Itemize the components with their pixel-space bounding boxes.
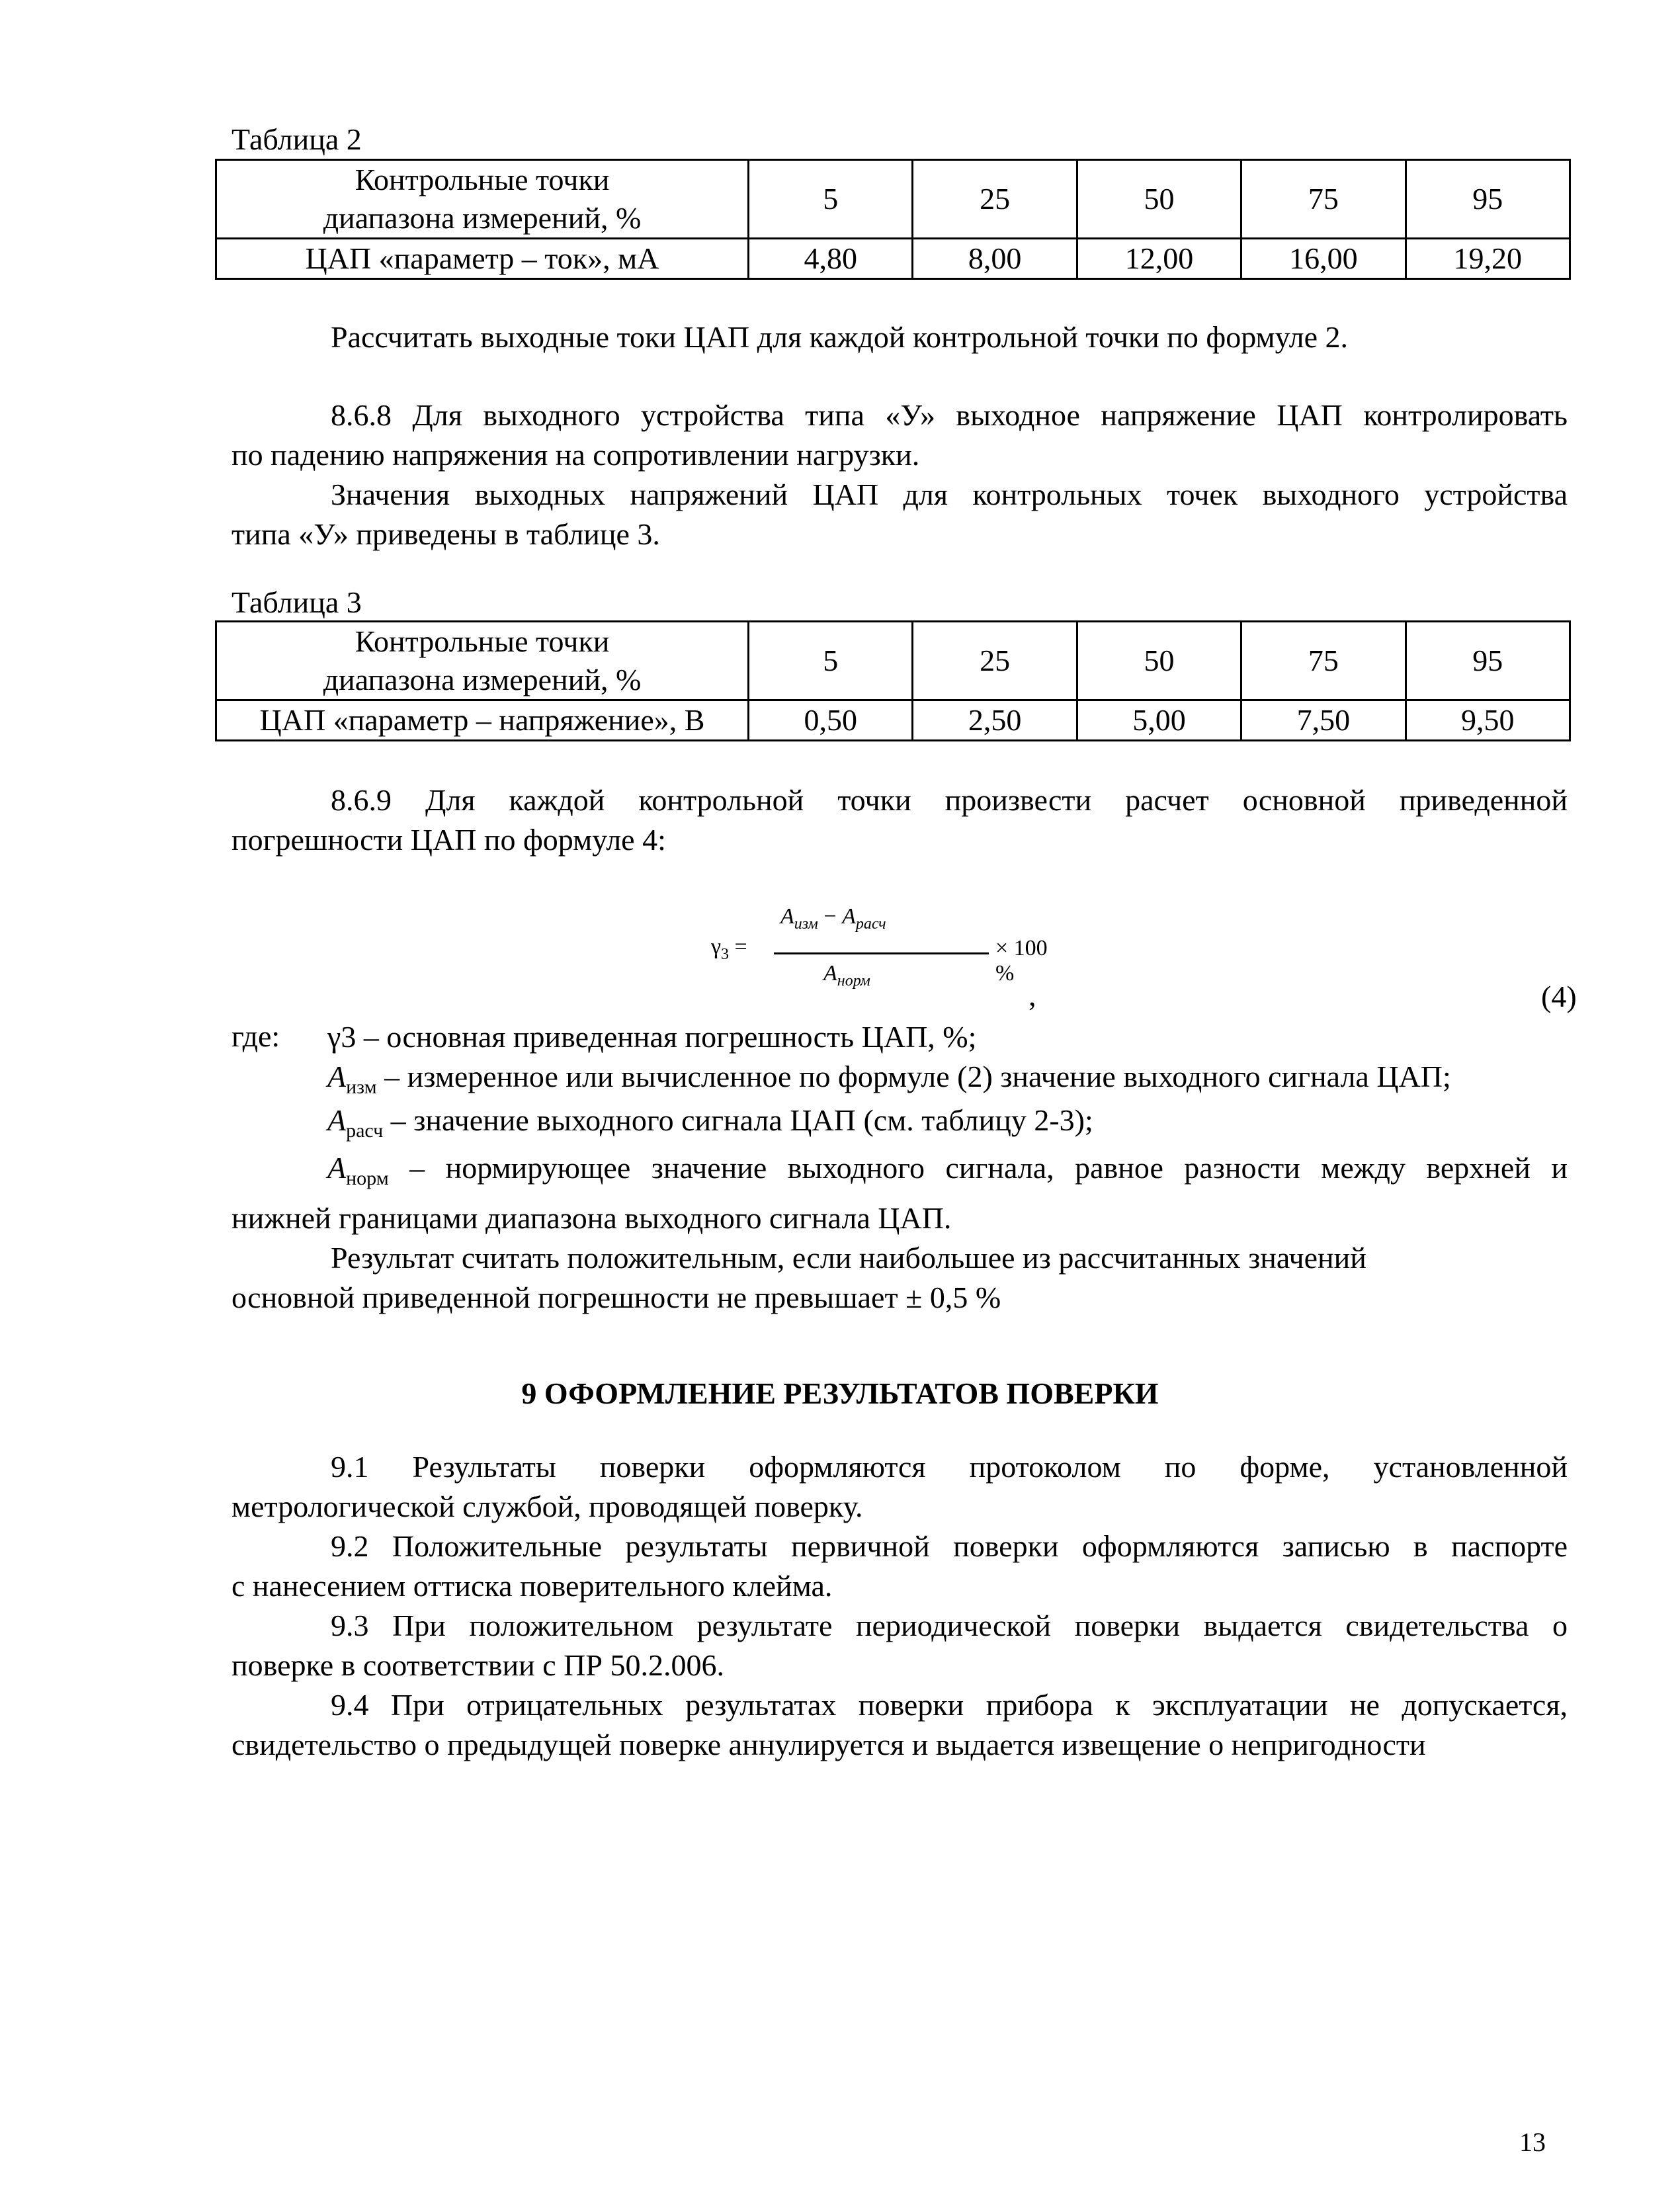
paragraph-line: 9.4 При отрицательных результатах поверки прибора к эксплуатации не допускается,	[331, 1688, 1568, 1722]
table-cell: 0,50	[749, 700, 913, 741]
table-row	[216, 700, 1570, 741]
gamma-symbol: γ	[711, 935, 722, 959]
a-symbol: A	[780, 904, 794, 929]
a-symbol: A	[842, 904, 856, 929]
paragraph-line: Результат считать положительным, если наибольшее из рассчитанных значений	[331, 1241, 1366, 1275]
paragraph-8-6-9	[231, 780, 1568, 860]
table-cell: 8,00	[913, 239, 1077, 279]
formula-4	[711, 903, 1055, 995]
table-cell: 95	[1406, 622, 1570, 700]
table-cell: 2,50	[913, 700, 1077, 741]
definition-text: – значение выходного сигнала ЦАП (см. таблицу 2-3);	[383, 1103, 1093, 1137]
a-subscript: расч	[346, 1120, 384, 1142]
paragraph-line: 8.6.8 Для выходного устройства типа «У» выходное напряжение ЦАП контролировать	[331, 398, 1568, 432]
paragraph-line: по падению напряжения на сопротивлении нагрузки.	[231, 438, 920, 472]
page-number: 13	[1519, 2127, 1546, 2157]
a-subscript: расч	[855, 915, 886, 933]
formula-rhs: × 100 %	[995, 936, 1048, 986]
definition-text: – нормирующее значение выходного сигнала, равное разности между верхней и	[388, 1151, 1568, 1185]
paragraph-line: 9.1 Результаты поверки оформляются протоколом по форме, установленной	[331, 1450, 1568, 1484]
paragraph-line: основной приведенной погрешности не превышает ± 0,5 %	[231, 1281, 1001, 1315]
table2	[215, 159, 1571, 280]
formula-lhs	[711, 935, 747, 964]
table-cell: 7,50	[1241, 700, 1406, 741]
table3	[215, 620, 1571, 741]
paragraph-line: Значения выходных напряжений ЦАП для контрольных точек выходного устройства	[331, 478, 1568, 511]
paragraph-line: погрешности ЦАП по формуле 4:	[231, 823, 666, 857]
paragraph-line: 9.2 Положительные результаты первичной поверки оформляются записью в паспорте	[331, 1529, 1568, 1563]
definition-a-norm	[231, 1148, 1568, 1318]
a-subscript: изм	[346, 1076, 377, 1099]
a-symbol: A	[327, 1151, 347, 1185]
a-symbol: A	[823, 961, 837, 986]
table-cell: 75	[1241, 160, 1406, 239]
formula-numerator	[780, 904, 886, 933]
header-label-line: Контрольные точки	[355, 624, 610, 658]
gamma-subscript: 3	[721, 945, 730, 963]
paragraph-line: с нанесением оттиска поверительного клейма.	[231, 1569, 833, 1603]
table-cell: 95	[1406, 160, 1570, 239]
header-label-line: диапазона измерений, %	[323, 663, 642, 696]
formula-denominator	[823, 961, 870, 990]
paragraph-line: свидетельство о предыдущей поверке аннулируется и выдается извещение о непригодности	[231, 1728, 1426, 1761]
definition-text: – измеренное или вычисленное по формуле (2) значение выходного сигнала ЦАП;	[376, 1060, 1451, 1093]
definition-a-rasch	[327, 1101, 1093, 1151]
table-cell: 50	[1077, 160, 1241, 239]
a-symbol: A	[327, 1103, 347, 1137]
equals-sign: =	[734, 935, 747, 959]
table3-row-label: ЦАП «параметр – напряжение», В	[216, 700, 749, 741]
where-label: где:	[231, 1019, 280, 1053]
section-heading: 9 ОФОРМЛЕНИЕ РЕЗУЛЬТАТОВ ПОВЕРКИ	[521, 1376, 1159, 1410]
paragraph-line	[231, 1148, 1568, 1199]
table3-header-label	[216, 622, 749, 700]
header-label-line: диапазона измерений, %	[323, 201, 642, 235]
table-row	[216, 239, 1570, 279]
a-subscript: норм	[837, 972, 870, 989]
fraction-bar	[774, 952, 989, 954]
paragraph-line: нижней границами диапазона выходного сигнала ЦАП.	[231, 1201, 952, 1236]
a-subscript: изм	[794, 915, 818, 933]
a-symbol: A	[327, 1060, 347, 1093]
table-cell: 5,00	[1077, 700, 1241, 741]
formula-comma: ,	[1029, 978, 1036, 1012]
section9-paragraphs	[231, 1447, 1568, 1765]
definition-gamma: γ3 – основная приведенная погрешность ЦАП, %;	[327, 1020, 977, 1054]
table-cell: 75	[1241, 622, 1406, 700]
table-cell: 16,00	[1241, 239, 1406, 279]
table-cell: 19,20	[1406, 239, 1570, 279]
table-cell: 4,80	[749, 239, 913, 279]
a-subscript: норм	[346, 1167, 389, 1190]
table-row	[216, 160, 1570, 239]
table2-header-label	[216, 160, 749, 239]
paragraph-line: поверке в соответствии с ПР 50.2.006.	[231, 1648, 724, 1682]
table-cell: 50	[1077, 622, 1241, 700]
table-cell: 25	[913, 622, 1077, 700]
paragraph-line: типа «У» приведены в таблице 3.	[231, 517, 660, 551]
minus-sign: −	[823, 904, 837, 929]
table2-caption: Таблица 2	[231, 122, 362, 156]
table-cell: 12,00	[1077, 239, 1241, 279]
paragraph-line: метрологической службой, проводящей поверку.	[231, 1490, 863, 1523]
header-label-line: Контрольные точки	[355, 163, 610, 196]
table3-caption: Таблица 3	[231, 585, 362, 619]
table-cell: 9,50	[1406, 700, 1570, 741]
table-row	[216, 622, 1570, 700]
table-cell: 5	[749, 160, 913, 239]
definition-a-izm	[327, 1057, 1451, 1107]
table-cell: 5	[749, 622, 913, 700]
table2-row-label: ЦАП «параметр – ток», мА	[216, 239, 749, 279]
table-cell: 25	[913, 160, 1077, 239]
paragraph-calc: Рассчитать выходные токи ЦАП для каждой контрольной точки по формуле 2.	[331, 320, 1348, 354]
paragraph-line: 9.3 При положительном результате периодической поверки выдается свидетельства о	[331, 1609, 1568, 1642]
paragraph-line: 8.6.9 Для каждой контрольной точки произвести расчет основной приведенной	[331, 783, 1568, 817]
equation-number: (4)	[1541, 980, 1577, 1013]
paragraph-8-6-8	[231, 396, 1568, 554]
